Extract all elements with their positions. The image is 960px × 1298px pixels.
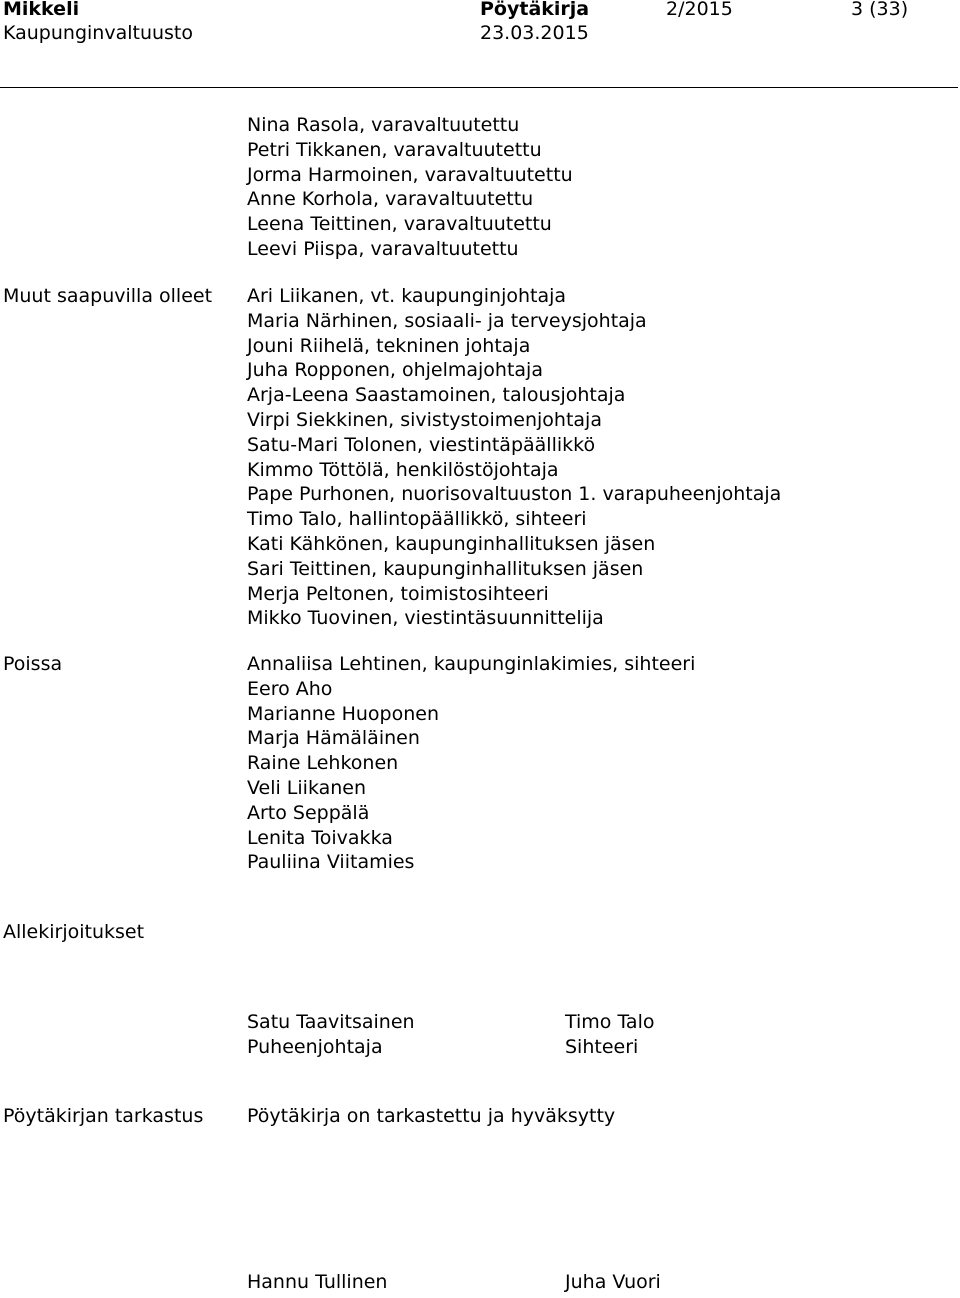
others-label: Muut saapuvilla olleet	[3, 285, 213, 307]
secretary-name: Timo Talo	[565, 1011, 655, 1033]
chair-title: Puheenjohtaja	[247, 1036, 383, 1058]
list-item: Sari Teittinen, kaupunginhallituksen jäsen	[247, 557, 644, 580]
list-item: Ari Liikanen, vt. kaupunginjohtaja	[247, 285, 567, 307]
chair-name: Satu Taavitsainen	[247, 1011, 415, 1033]
list-item: Nina Rasola, varavaltuutettu	[247, 114, 520, 136]
list-item: Raine Lehkonen	[247, 752, 399, 775]
absent-list	[247, 652, 695, 875]
list-item: Marianne Huoponen	[247, 702, 439, 725]
reviewer-1-name: Hannu Tullinen	[247, 1271, 388, 1293]
list-item: Arto Seppälä	[247, 801, 370, 824]
list-item: Jouni Riihelä, tekninen johtaja	[247, 334, 531, 357]
list-item: Merja Peltonen, toimistosihteeri	[247, 582, 549, 605]
review-text: Pöytäkirja on tarkastettu ja hyväksytty	[247, 1105, 616, 1127]
list-item: Veli Liikanen	[247, 776, 367, 799]
review-label: Pöytäkirjan tarkastus	[3, 1105, 204, 1127]
list-item: Leena Teittinen, varavaltuutettu	[247, 213, 552, 236]
list-item: Pape Purhonen, nuorisovaltuuston 1. varapuheenjohtaja	[247, 483, 782, 506]
list-item: Mikko Tuovinen, viestintäsuunnittelija	[247, 607, 604, 630]
header-divider	[0, 87, 958, 88]
header-doc-type: Pöytäkirja	[480, 0, 590, 20]
list-item: Leevi Piispa, varavaltuutettu	[247, 237, 519, 260]
list-item: Lenita Toivakka	[247, 826, 393, 849]
header-number: 2/2015	[666, 0, 733, 20]
list-item: Virpi Siekkinen, sivistystoimenjohtaja	[247, 408, 602, 431]
list-item: Pauliina Viitamies	[247, 851, 415, 874]
list-item: Arja-Leena Saastamoinen, talousjohtaja	[247, 384, 626, 407]
list-item: Maria Närhinen, sosiaali- ja terveysjohtaja	[247, 309, 647, 332]
deputies-list	[247, 113, 573, 262]
list-item: Kimmo Töttölä, henkilöstöjohtaja	[247, 458, 559, 481]
list-item: Eero Aho	[247, 677, 333, 700]
list-item: Anne Korhola, varavaltuutettu	[247, 188, 534, 211]
list-item: Marja Hämäläinen	[247, 727, 420, 750]
header-page: 3 (33)	[851, 0, 909, 20]
list-item: Timo Talo, hallintopäällikkö, sihteeri	[247, 508, 587, 531]
header-date: 23.03.2015	[480, 22, 589, 44]
list-item: Juha Ropponen, ohjelmajohtaja	[247, 359, 543, 382]
list-item: Annaliisa Lehtinen, kaupunginlakimies, sihteeri	[247, 653, 696, 675]
header-body: Kaupunginvaltuusto	[3, 22, 194, 44]
others-list	[247, 284, 781, 631]
signatures-label: Allekirjoitukset	[3, 921, 145, 943]
list-item: Petri Tikkanen, varavaltuutettu	[247, 138, 542, 161]
list-item: Satu-Mari Tolonen, viestintäpäällikkö	[247, 433, 596, 456]
list-item: Jorma Harmoinen, varavaltuutettu	[247, 163, 573, 186]
reviewer-2-name: Juha Vuori	[565, 1271, 661, 1293]
absent-label: Poissa	[3, 653, 63, 675]
header-city: Mikkeli	[3, 0, 80, 20]
secretary-title: Sihteeri	[565, 1036, 639, 1058]
list-item: Kati Kähkönen, kaupunginhallituksen jäsen	[247, 532, 656, 555]
